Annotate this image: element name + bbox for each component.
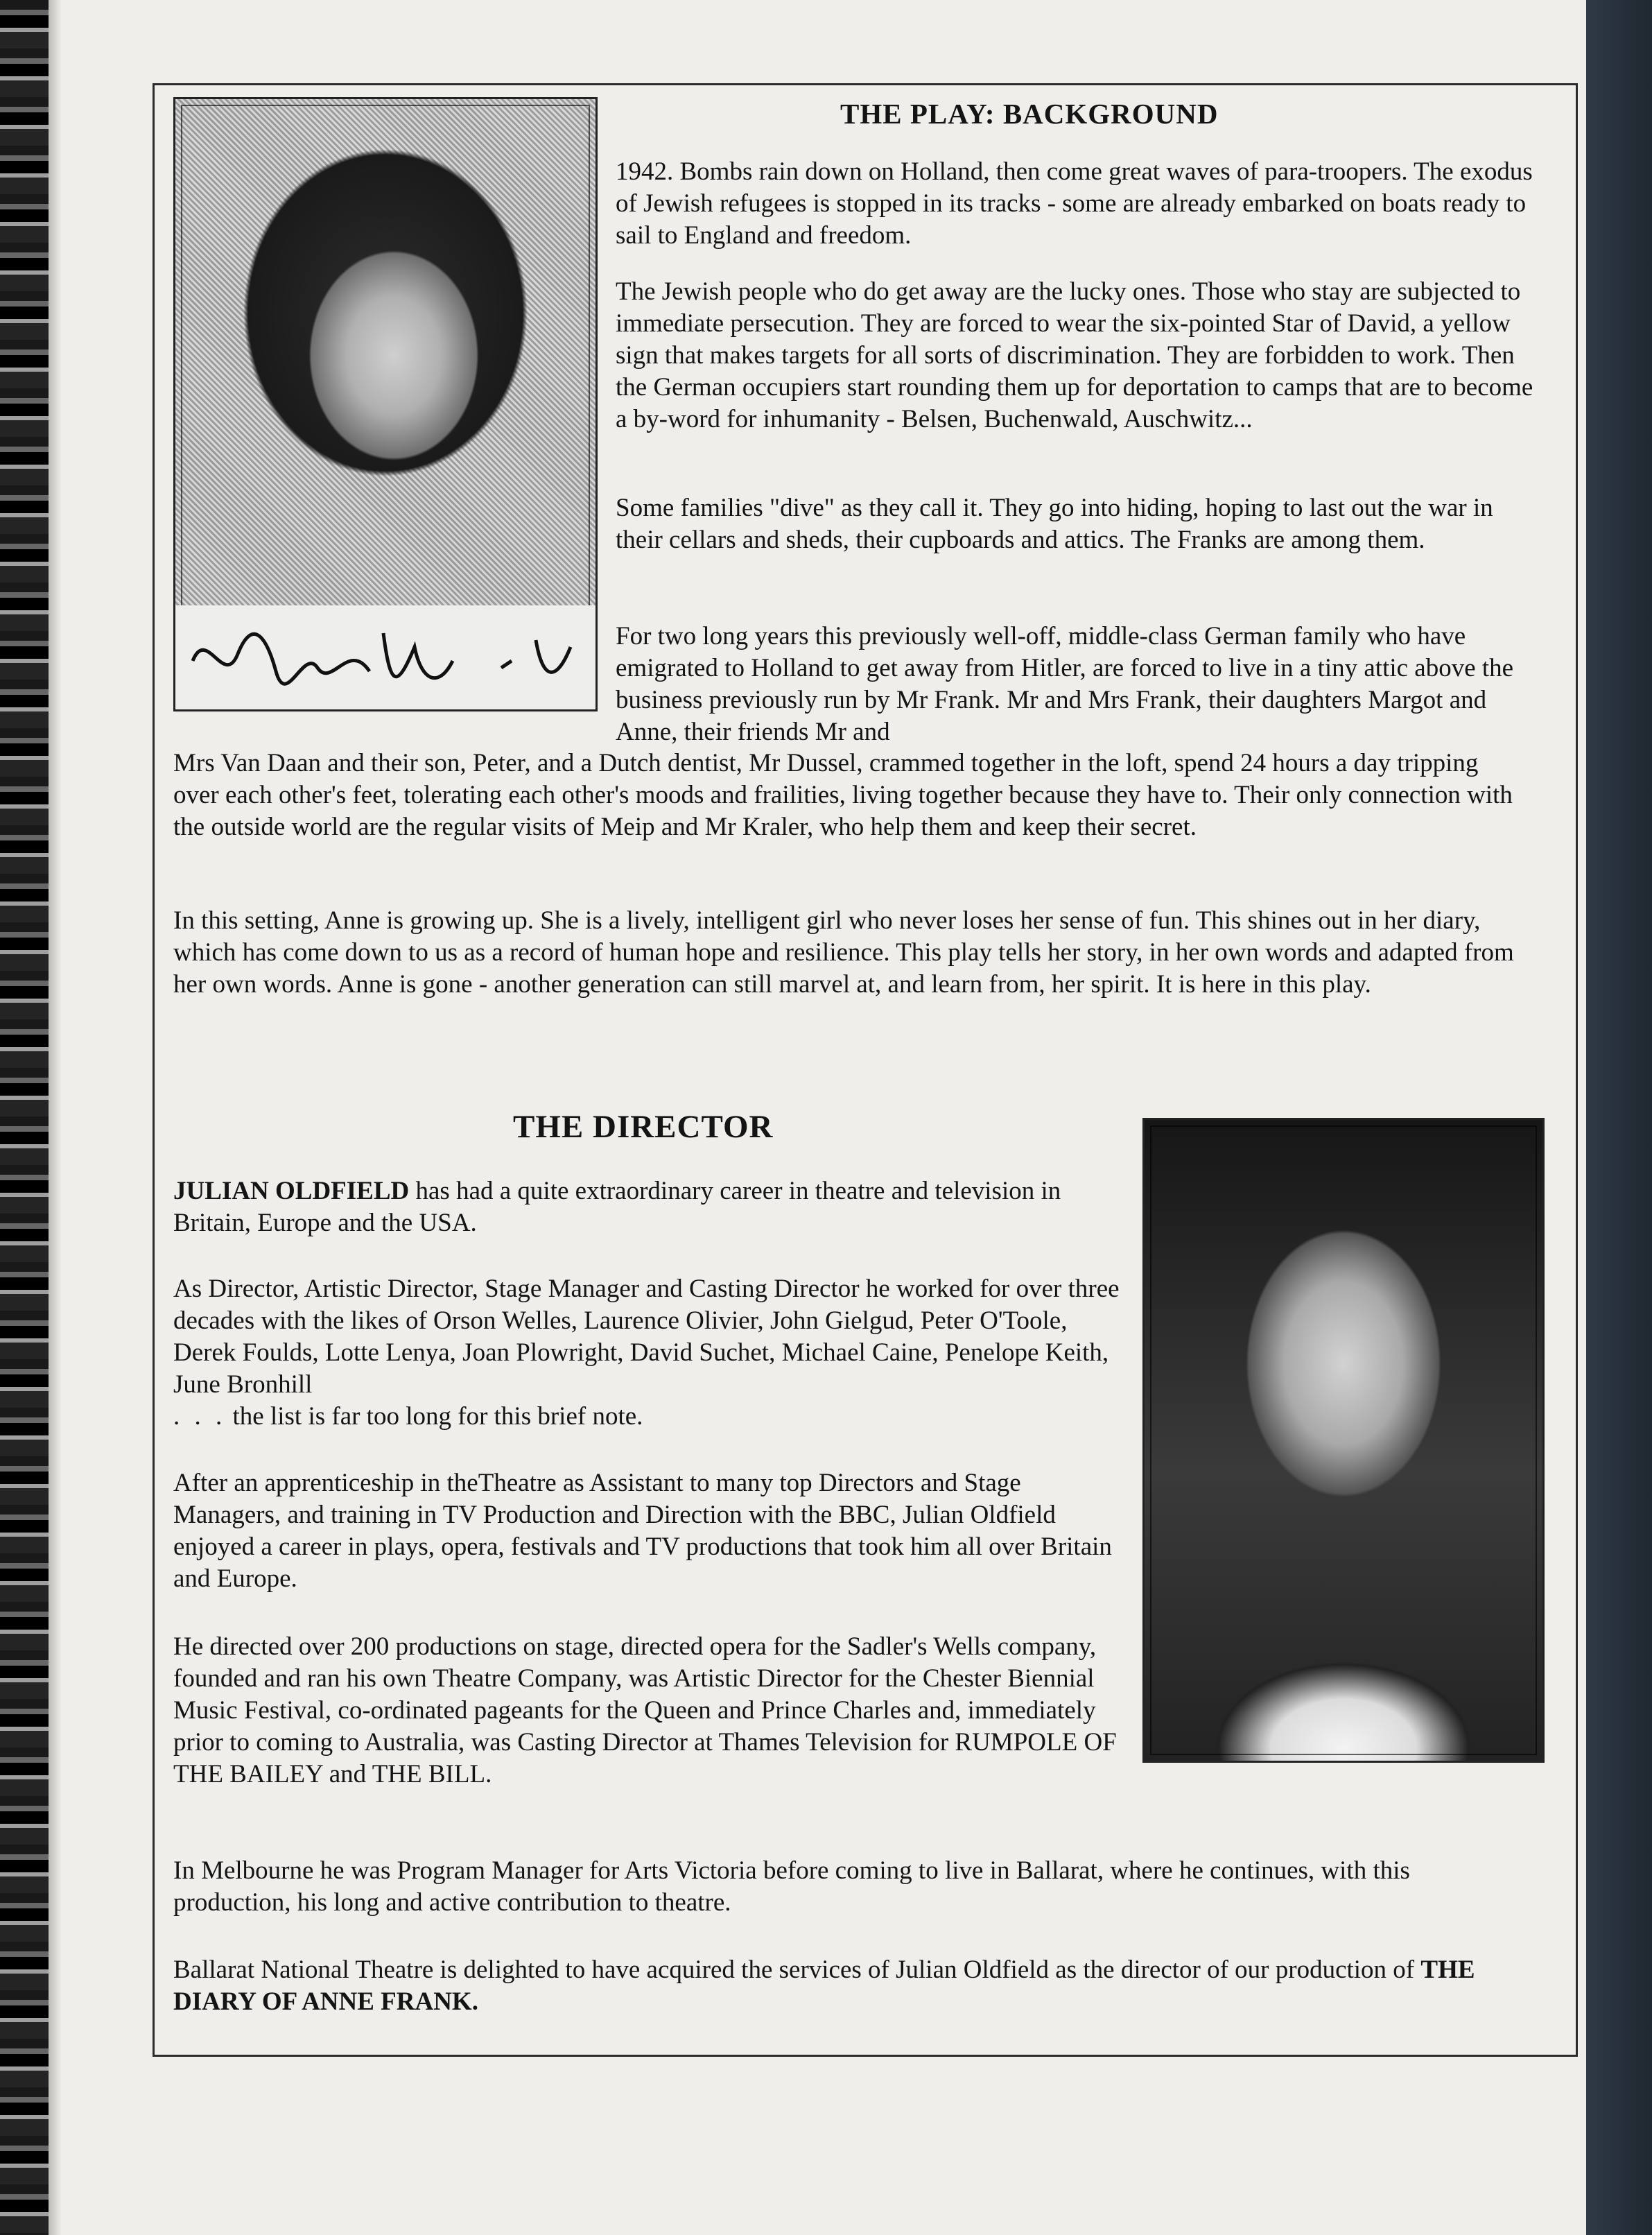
director-heading: THE DIRECTOR xyxy=(513,1109,774,1145)
director-paragraph-1: JULIAN OLDFIELD has had a quite extraordinary career in theatre and television in Britain, Europe and the USA. xyxy=(173,1177,1061,1237)
play-paragraph-4-bottom: Mrs Van Daan and their son, Peter, and a Dutch dentist, Mr Dussel, crammed together in the loft, spend 24 hours a day tripping over each other's feet, tolerating each other's moods and frailities, living together because they have to. Their only connection with the outside world are the regular visits of Meip and Mr Kraler, who help them and keep their secret. xyxy=(173,749,1513,841)
director-name: JULIAN OLDFIELD xyxy=(173,1177,410,1205)
play-paragraph-4-top: For two long years this previously well-off, middle-class German family who have emigrated to Holland to get away from Hitler, are forced to live in a tiny attic above the business previously run by Mr Frank. Mr and Mrs Frank, their daughters Margot and Anne, their friends Mr and xyxy=(616,622,1514,746)
production-title: THE DIARY OF ANNE FRANK. xyxy=(173,1956,1475,2016)
binding-spine xyxy=(0,0,49,2235)
anne-frank-photo xyxy=(173,97,598,711)
play-paragraph-1: 1942. Bombs rain down on Holland, then come great waves of para-troopers. The exodus of Jewish refugees is stopped in its tracks - some are already embarked on boats ready to sail to England and freedom. xyxy=(616,157,1533,250)
julian-oldfield-photo xyxy=(1142,1118,1545,1763)
background-edge xyxy=(1586,0,1652,2235)
director-paragraph-3: After an apprenticeship in theTheatre as Assistant to many top Directors and Stage Managers, and training in TV Production and Direction with the BBC, Julian Oldfield enjoyed a career in plays, opera, festivals and TV productions that took him all over Britain and Europe. xyxy=(173,1469,1112,1593)
play-background-heading: THE PLAY: BACKGROUND xyxy=(840,98,1219,130)
director-paragraph-6: Ballarat National Theatre is delighted to have acquired the services of Julian Oldfield as the director of our production of THE DIARY OF ANNE FRANK. xyxy=(173,1956,1475,2016)
director-paragraph-4: He directed over 200 productions on stage, directed opera for the Sadler's Wells company, founded and ran his own Theatre Company, was Artistic Director for the Chester Biennial Music Festival, co-ordinated pageants for the Queen and Prince Charles and, immediately prior to coming to Australia, was Casting Director at Thames Television for RUMPOLE OF THE BAILEY and THE BILL. xyxy=(173,1632,1117,1788)
binding-shadow xyxy=(49,0,61,2235)
play-paragraph-5: In this setting, Anne is growing up. She is a lively, intelligent girl who never loses her sense of fun. This shines out in her diary, which has come down to us as a record of human hope and resilience. This play tells her story, in her own words and adapted from her own words. Anne is gone - another generation can still marvel at, and learn from, her spirit. It is here in this play. xyxy=(173,906,1514,999)
director-paragraph-5: In Melbourne he was Program Manager for Arts Victoria before coming to live in Ballarat, where he continues, with this production, his long and active contribution to theatre. xyxy=(173,1856,1410,1917)
play-paragraph-3: Some families "dive" as they call it. They go into hiding, hoping to last out the war in their cellars and sheds, their cupboards and attics. The Franks are among them. xyxy=(616,494,1493,554)
director-paragraph-2: As Director, Artistic Director, Stage Manager and Casting Director he worked for over three decades with the likes of Orson Welles, Laurence Olivier, John Gielgud, Peter O'Toole, Derek Foulds, Lotte Lenya, Joan Plowright, David Suchet, Michael Caine, Penelope Keith, June Bronhill . . . the list is far too long for this brief note. xyxy=(173,1275,1120,1431)
signature-strip xyxy=(175,605,595,709)
play-paragraph-2: The Jewish people who do get away are the lucky ones. Those who stay are subjected to immediate persecution. They are forced to wear the six-pointed Star of David, a yellow sign that makes targets for all sorts of discrimination. They are forbidden to work. Then the German occupiers start rounding them up for deportation to camps that are to become a by-word for inhumanity - Belsen, Buchenwald, Auschwitz... xyxy=(616,277,1533,433)
signature-image xyxy=(175,605,595,709)
